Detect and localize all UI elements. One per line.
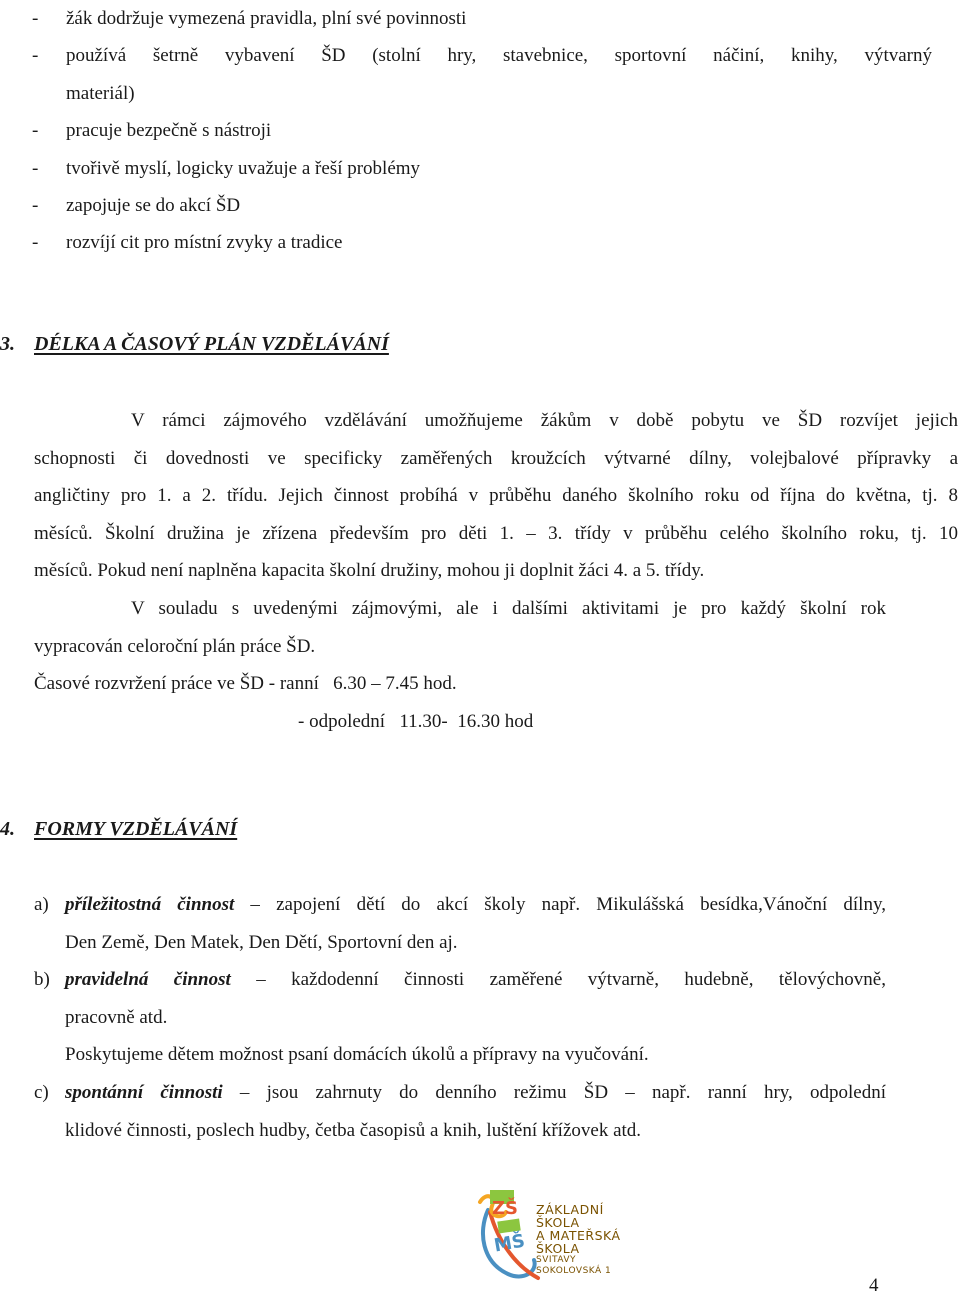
item-line: Poskytujeme dětem možnost psaní domácích úkolů a přípravy na vyučování.	[65, 1044, 649, 1066]
item-first-line	[65, 886, 886, 924]
section-3-paragraph	[34, 402, 958, 590]
list-item-text: materiál)	[66, 82, 135, 104]
page-number: 4	[869, 1275, 879, 1296]
logo-line: A MATEŘSKÁ	[536, 1228, 621, 1243]
logo-line: ŠKOLA	[536, 1241, 580, 1256]
item-letter: b)	[34, 969, 50, 991]
logo-line: SVITAVY	[536, 1255, 577, 1265]
section-number: 4.	[0, 818, 15, 840]
logo-line: SOKOLOVSKÁ 1	[536, 1266, 612, 1276]
paragraph-line: měsíců. Pokud není naplněna kapacita školní družiny, mohou ji doplnit žáci 4. a 5. třídy.	[34, 560, 705, 582]
section-title: DÉLKA A ČASOVÝ PLÁN VZDĚLÁVÁNÍ	[34, 333, 389, 355]
list-dash: -	[32, 8, 39, 29]
svg-text:MŠ: MŠ	[492, 1230, 527, 1257]
schedule-morning: Časové rozvržení práce ve ŠD - ranní 6.30 – 7.45 hod.	[34, 673, 457, 695]
item-line: pracovně atd.	[65, 1006, 168, 1028]
paragraph-line: V rámci zájmového vzdělávání umožňujeme žákům v době pobytu ve ŠD rozvíjet jejich	[131, 410, 958, 431]
list-dash: -	[32, 45, 39, 67]
item-letter: c)	[34, 1081, 49, 1103]
item-line: klidové činnosti, poslech hudby, četba časopisů a knih, luštění křížovek atd.	[65, 1119, 642, 1141]
logo-line: ŠKOLA	[536, 1215, 580, 1230]
item-first-line	[65, 1074, 886, 1112]
paragraph-line: schopnosti či dovednosti ve specificky zaměřených kroužcích výtvarné dílny, volejbalové přípravky a	[34, 447, 958, 469]
list-item-text: zapojuje se do akcí ŠD	[66, 195, 241, 217]
item-description: – každodenní činnosti zaměřené výtvarně, hudebně, tělovýchovně,	[230, 969, 886, 991]
paragraph-line: vypracován celoroční plán práce ŠD.	[34, 635, 316, 657]
logo-text	[536, 1203, 621, 1277]
section-3-paragraph	[34, 590, 886, 740]
list-item-continuation	[32, 75, 932, 112]
paragraph-line: angličtiny pro 1. a 2. třídu. Jejich činnost probíhá v průběhu daného školního roku od října do května, tj. 8	[34, 485, 958, 507]
list-dash: -	[32, 120, 39, 142]
list-dash: -	[32, 232, 39, 254]
paragraph-line: V souladu s uvedenými zájmovými, ale i dalšími aktivitami je pro každý školní rok	[131, 598, 886, 619]
requirements-list	[32, 0, 932, 262]
paragraph-line: měsíců. Školní družina je zřízena především pro děti 1. – 3. třídy v průběhu celého školního roku, tj. 10	[34, 522, 958, 544]
list-item-text: používá šetrně vybavení ŠD (stolní hry, stavebnice, sportovní náčiní, knihy, výtvarný	[66, 45, 932, 67]
form-item-a	[34, 886, 886, 961]
item-term: pravidelná činnost	[65, 969, 231, 991]
item-term: příležitostná činnost	[65, 894, 235, 915]
item-term: spontánní činnosti	[65, 1081, 223, 1103]
item-first-line	[65, 961, 886, 999]
item-description: – jsou zahrnuty do denního režimu ŠD – např. ranní hry, odpolední	[222, 1081, 887, 1103]
list-item-text: tvořivě myslí, logicky uvažuje a řeší problémy	[66, 157, 421, 179]
list-item	[32, 187, 932, 224]
schedule-afternoon: - odpolední 11.30- 16.30 hod	[298, 710, 534, 732]
form-item-b	[34, 961, 886, 1074]
list-dash: -	[32, 195, 39, 217]
list-item	[32, 150, 932, 187]
section-title: FORMY VZDĚLÁVÁNÍ	[34, 818, 238, 840]
list-item	[32, 37, 932, 74]
item-letter: a)	[34, 894, 49, 915]
list-item	[32, 112, 932, 149]
svg-text:ZŠ: ZŠ	[492, 1198, 519, 1219]
item-line: Den Země, Den Matek, Den Dětí, Sportovní den aj.	[65, 931, 458, 953]
forms-list	[34, 886, 886, 1149]
logo-line: ZÁKLADNÍ	[536, 1202, 604, 1217]
list-item	[32, 224, 932, 261]
form-item-c	[34, 1074, 886, 1149]
list-item	[32, 0, 932, 37]
list-item-text: rozvíjí cit pro místní zvyky a tradice	[66, 232, 343, 254]
list-item-text: pracuje bezpečně s nástroji	[66, 120, 272, 142]
section-number: 3.	[0, 333, 15, 355]
item-description: – zapojení dětí do akcí školy např. Mikulášská besídka,Vánoční dílny,	[234, 894, 886, 915]
list-item-text: žák dodržuje vymezená pravidla, plní své povinnosti	[66, 8, 467, 29]
list-dash: -	[32, 157, 39, 179]
